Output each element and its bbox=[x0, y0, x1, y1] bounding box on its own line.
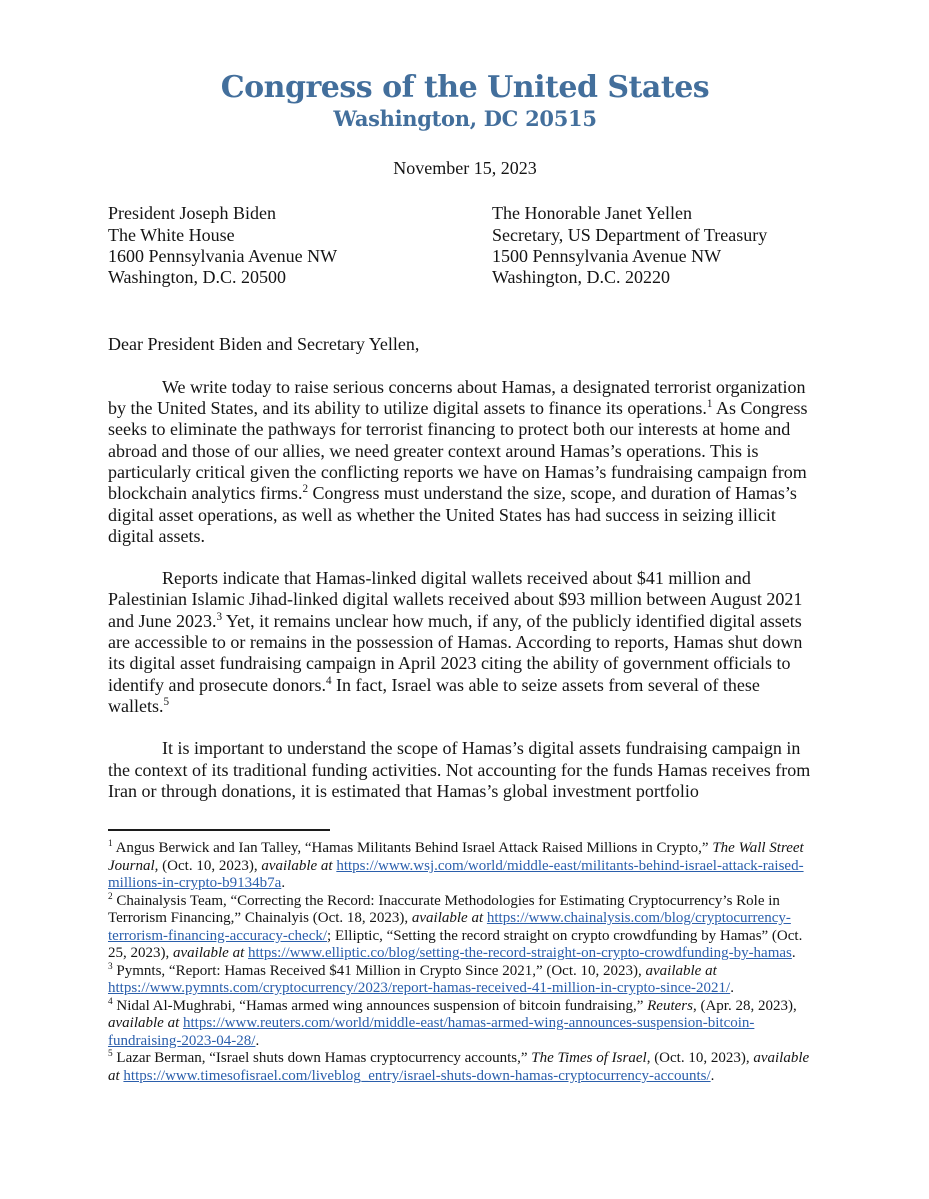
text-run: Lazar Berman, “Israel shuts down Hamas cryptocurrency accounts,” bbox=[112, 1050, 532, 1067]
italic-text: The Wall Street Journal, bbox=[108, 840, 804, 874]
text-run: We write today to raise serious concerns about Hamas, a designated terrorist organization by the United States, and its ability to utilize digital assets to finance its operations. bbox=[108, 376, 806, 419]
recipient-line: 1500 Pennsylvania Avenue NW bbox=[492, 245, 722, 266]
letter-body bbox=[108, 377, 822, 802]
italic-text: available at bbox=[261, 857, 333, 874]
footnote-marker: 2 bbox=[108, 891, 113, 902]
recipient-line: President Joseph Biden bbox=[108, 203, 276, 224]
body-paragraph-1 bbox=[108, 377, 822, 547]
text-run: Nidal Al-Mughrabi, “Hamas armed wing announces suspension of bitcoin fundraising,” bbox=[112, 997, 648, 1014]
text-run: Yet, it remains unclear how much, if any, of the publicly identified digital assets are accessible to or remains in the possession of Hamas. According to reports, Hamas shut down its digital asset fundraising campaign in April 2023 citing the ability of government officials to identify and prosecute donors. bbox=[108, 610, 803, 695]
letter-date: November 15, 2023 bbox=[393, 158, 537, 178]
footnote-marker: 2 bbox=[302, 483, 309, 496]
letterhead bbox=[108, 70, 822, 132]
recipient-line: Secretary, US Department of Treasury bbox=[492, 224, 768, 245]
italic-text: The Times of Israel bbox=[531, 1050, 647, 1067]
body-paragraph-2 bbox=[108, 568, 822, 717]
footnote-marker: 5 bbox=[163, 695, 170, 708]
italic-text: available at bbox=[411, 910, 484, 927]
footnote-1 bbox=[108, 840, 822, 893]
italic-text: available at bbox=[108, 1050, 810, 1084]
recipient-line: The Honorable Janet Yellen bbox=[492, 203, 692, 224]
text-run: . bbox=[710, 1067, 715, 1084]
footnote-separator bbox=[108, 829, 330, 831]
text-run: . bbox=[730, 980, 734, 997]
footnote-marker: 5 bbox=[108, 1049, 113, 1060]
recipient-line: 1600 Pennsylvania Avenue NW bbox=[108, 245, 338, 266]
italic-text: available at bbox=[173, 945, 245, 962]
text-run: . bbox=[791, 945, 796, 962]
hyperlink[interactable]: https://www.pymnts.com/cryptocurrency/2023/report-hamas-received-41-million-in-crypto-since-2021/ bbox=[108, 980, 731, 997]
recipient-line: Washington, D.C. 20500 bbox=[108, 267, 287, 288]
hyperlink[interactable]: https://www.reuters.com/world/middle-east/hamas-armed-wing-announces-suspension-bitcoin-fundraising-2023-04-28/ bbox=[108, 1015, 755, 1049]
italic-text: available at bbox=[645, 962, 717, 979]
footnote-3 bbox=[108, 963, 822, 998]
text-run: (Oct. 10, 2023), bbox=[158, 857, 262, 874]
italic-text: available at bbox=[108, 1015, 180, 1032]
footnote-marker: 3 bbox=[108, 961, 113, 972]
text-run: In fact, Israel was able to seize assets from several of these wallets. bbox=[108, 674, 760, 716]
text-run: ; Elliptic, “Setting the record straight on crypto crowdfunding by Hamas” (Oct. 25, 2023), bbox=[108, 927, 803, 962]
body-paragraph-3 bbox=[108, 738, 822, 802]
footnote-5 bbox=[108, 1050, 822, 1085]
salutation: Dear President Biden and Secretary Yellen, bbox=[108, 334, 420, 355]
footnotes-block bbox=[108, 840, 822, 1085]
recipient-president-biden bbox=[108, 203, 492, 288]
text-run: . bbox=[281, 875, 286, 892]
text-run: , (Oct. 10, 2023), bbox=[646, 1050, 754, 1067]
italic-text: Reuters bbox=[647, 997, 693, 1014]
footnote-marker: 1 bbox=[706, 398, 713, 411]
footnote-marker: 4 bbox=[108, 996, 113, 1007]
footnote-marker: 1 bbox=[108, 839, 113, 850]
recipient-line: Washington, D.C. 20220 bbox=[492, 267, 671, 288]
text-run: As Congress seeks to eliminate the pathways for terrorist financing to protect both our interests at home and abroad and those of our allies, we need greater context around Hamas’s operations. This is particularly critical given the conflicting reports we have on Hamas’s fundraising campaign from blockchain analytics firms. bbox=[108, 398, 808, 504]
footnote-2 bbox=[108, 893, 822, 963]
text-run: , (Apr. 28, 2023), bbox=[692, 997, 797, 1014]
recipient-secretary-yellen bbox=[492, 203, 822, 288]
hyperlink[interactable]: https://www.elliptic.co/blog/setting-the-record-straight-on-crypto-crowdfunding-by-hamas bbox=[248, 945, 792, 962]
text-run: Angus Berwick and Ian Talley, “Hamas Militants Behind Israel Attack Raised Millions in Crypto,” bbox=[112, 840, 713, 857]
footnote-marker: 4 bbox=[325, 674, 332, 687]
recipients-block bbox=[108, 203, 822, 288]
footnote-4 bbox=[108, 998, 822, 1051]
text-run: Reports indicate that Hamas-linked digital wallets received about $41 million and Palestinian Islamic Jihad-linked digital wallets received about $93 million between August 2021 and June 2023. bbox=[108, 568, 803, 631]
text-run: It is important to understand the scope of Hamas’s digital assets fundraising campaign in the context of its traditional funding activities. Not accounting for the funds Hamas receives from Iran or through donations, it is estimated that Hamas’s global investment portfolio bbox=[108, 738, 811, 801]
text-run: Congress must understand the size, scope, and duration of Hamas’s digital asset operations, as well as whether the United States has had success in seizing illicit digital assets. bbox=[108, 483, 797, 546]
recipient-line: The White House bbox=[108, 224, 235, 245]
hyperlink[interactable]: https://www.timesofisrael.com/liveblog_entry/israel-shuts-down-hamas-cryptocurrency-accounts/ bbox=[123, 1067, 711, 1084]
letterhead-address: Washington, DC 20515 bbox=[333, 106, 597, 131]
letterhead-title: Congress of the United States bbox=[220, 70, 710, 105]
text-run: Pymnts, “Report: Hamas Received $41 Million in Crypto Since 2021,” (Oct. 10, 2023), bbox=[112, 962, 646, 979]
hyperlink[interactable]: https://www.chainalysis.com/blog/cryptocurrency-terrorism-financing-accuracy-check/ bbox=[108, 910, 791, 944]
text-run: . bbox=[255, 1032, 260, 1049]
footnote-marker: 3 bbox=[216, 610, 223, 623]
hyperlink[interactable]: https://www.wsj.com/world/middle-east/militants-behind-israel-attack-raised-millions-in-crypto-b9134b7a bbox=[108, 857, 804, 892]
text-run: Chainalysis Team, “Correcting the Record: Inaccurate Methodologies for Estimating Cryptocurrency’s Role in Terrorism Financing,” Chainalyis (Oct. 18, 2023), bbox=[108, 892, 780, 927]
